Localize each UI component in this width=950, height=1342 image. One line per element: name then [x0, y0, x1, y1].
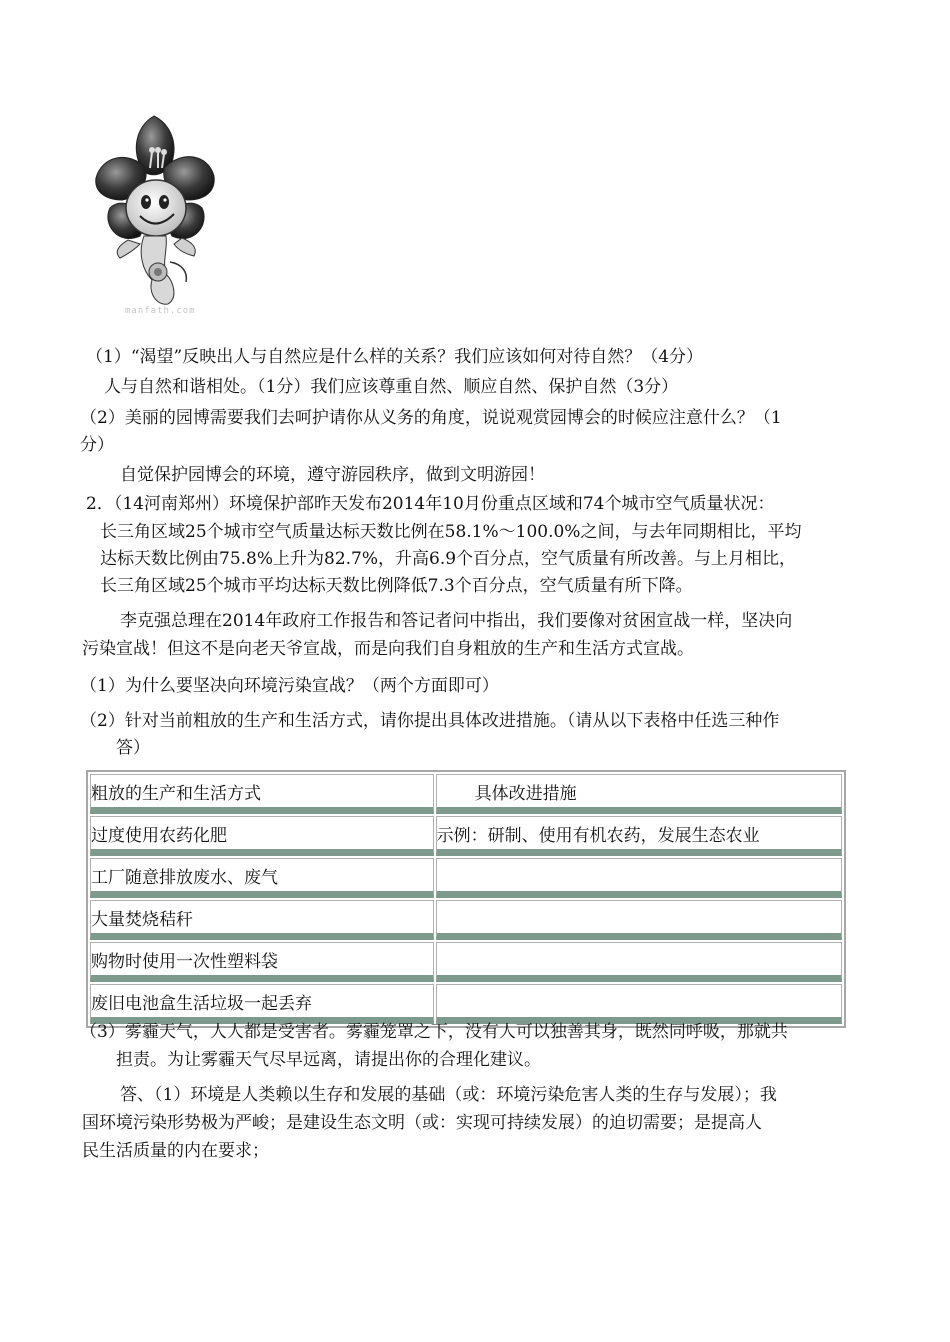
table-row [90, 942, 842, 982]
q1-part1-question: （1）“渴望”反映出人与自然应是什么样的关系？我们应该如何对待自然？（4分） [86, 347, 704, 367]
table-cell: 工厂随意排放废水、废气 [90, 858, 434, 898]
table-header-cell: 粗放的生产和生活方式 [90, 774, 434, 814]
q1-part2-question: （2）美丽的园博需要我们去呵护请你从义务的角度，说说观赏园博会的时候应注意什么？（1 [80, 408, 782, 428]
table-cell: 废旧电池盒生活垃圾一起丢弃 [90, 984, 434, 1024]
table-row [90, 900, 842, 940]
table-cell [436, 942, 842, 982]
table-header-row [90, 774, 842, 814]
table-row [90, 984, 842, 1024]
q1-part2-answer: 自觉保护园博会的环境，遵守游园秩序，做到文明游园！ [120, 465, 545, 485]
q2-intro-line: 2．（14河南郑州）环境保护部昨天发布2014年10月份重点区域和74个城市空气质量状况： [86, 494, 775, 514]
watermark: manfath.com [125, 306, 196, 316]
q2-answer-line: 答、（1）环境是人类赖以生存和发展的基础（或：环境污染危害人类的生存与发展）；我 [120, 1085, 777, 1105]
table-cell: 过度使用农药化肥 [90, 816, 434, 856]
q2-intro-line: 达标天数比例由75.8%上升为82.7%，升高6.9个百分点，空气质量有所改善。与上月相比， [100, 549, 797, 569]
table-header-cell: 具体改进措施 [436, 774, 842, 814]
table-row [90, 858, 842, 898]
table-cell: 购物时使用一次性塑料袋 [90, 942, 434, 982]
q2-para2-line: 污染宣战！但这不是向老天爷宣战，而是向我们自身粗放的生产和生活方式宣战。 [82, 639, 694, 659]
q2-answer-line: 国环境污染形势极为严峻；是建设生态文明（或：实现可持续发展）的迫切需要；是提高人 [82, 1113, 762, 1133]
q1-part2-question-cont: 分） [80, 435, 114, 455]
q2-sub2-question: （2）针对当前粗放的生产和生活方式，请你提出具体改进措施。（请从以下表格中任选三种作 [80, 711, 780, 731]
table-cell [436, 900, 842, 940]
table-cell: 大量焚烧秸秆 [90, 900, 434, 940]
q2-sub3-question-cont: 担责。为让雾霾天气尽早远离，请提出你的合理化建议。 [116, 1050, 541, 1070]
q2-answer-line: 民生活质量的内在要求； [82, 1141, 269, 1161]
table-row [90, 816, 842, 856]
q2-sub3-question: （3）雾霾天气，人人都是受害者。雾霾笼罩之下，没有人可以独善其身，既然同呼吸，那就共 [80, 1022, 788, 1042]
q2-para2-line: 李克强总理在2014年政府工作报告和答记者问中指出，我们要像对贫困宣战一样，坚决向 [120, 611, 793, 631]
flower-mascot-icon [88, 112, 220, 317]
q2-sub1-question: （1）为什么要坚决向环境污染宣战？（两个方面即可） [80, 676, 499, 696]
q2-sub2-question-cont: 答） [116, 738, 150, 758]
table-cell [436, 984, 842, 1024]
q1-part1-answer: 人与自然和谐相处。（1分）我们应该尊重自然、顺应自然、保护自然（3分） [104, 377, 679, 397]
table-cell: 示例：研制、使用有机农药，发展生态农业 [436, 816, 842, 856]
measures-table [86, 770, 846, 1028]
table-cell [436, 858, 842, 898]
q2-intro-line: 长三角区域25个城市平均达标天数比例降低7.3个百分点，空气质量有所下降。 [100, 576, 693, 596]
q2-intro-line: 长三角区域25个城市空气质量达标天数比例在58.1%～100.0%之间，与去年同期相比，平均 [100, 522, 802, 542]
